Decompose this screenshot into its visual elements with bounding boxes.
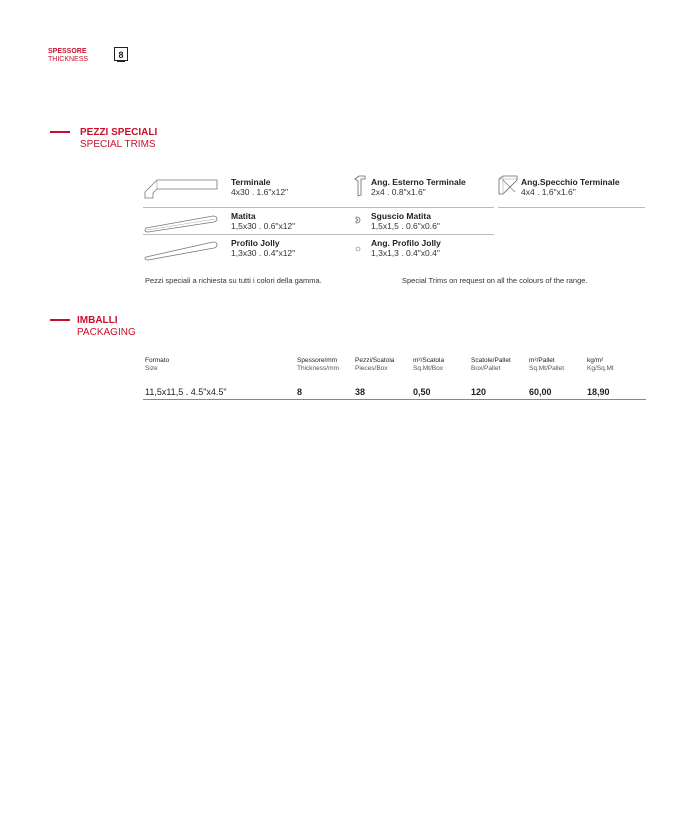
separator — [143, 207, 353, 208]
special-trims-note-en: Special Trims on request on all the colours of the range. — [402, 276, 588, 285]
thickness-label — [48, 48, 88, 64]
trim-name: Sguscio Matita — [371, 211, 431, 221]
special-trims-title — [80, 127, 157, 151]
col-header-en: Sq.Mt/Box — [413, 364, 443, 372]
col-header-size — [145, 357, 169, 372]
special-trims-accent-line — [50, 131, 70, 133]
cell-kg-sqmt: 18,90 — [587, 387, 610, 397]
trim-size: 1,3x1,3 . 0.4"x0.4" — [371, 248, 440, 258]
col-header-en: Thickness/mm — [297, 364, 339, 372]
table-bottom-rule — [143, 399, 646, 400]
col-header-en: Size — [145, 364, 158, 372]
col-header-kg-sqmt — [587, 357, 614, 372]
thickness-label-en: THICKNESS — [48, 56, 89, 63]
matita-icon — [143, 211, 219, 233]
packaging-accent-line — [50, 319, 70, 321]
trim-name: Ang.Specchio Terminale — [521, 177, 620, 187]
packaging-title-en: PACKAGING — [77, 327, 136, 338]
trim-size: 1,3x30 . 0.4"x12" — [231, 248, 296, 258]
cell-box-pallet: 120 — [471, 387, 487, 397]
trim-size: 4x4 . 1.6"x1.6" — [521, 187, 576, 197]
thickness-label-it: SPESSORE — [48, 48, 87, 55]
ang-profilo-jolly-icon — [355, 246, 361, 252]
trim-profilo-jolly — [231, 238, 295, 258]
cell-sqmt-box: 0,50 — [413, 387, 431, 397]
separator — [353, 207, 494, 208]
col-header-en: Kg/Sq.Mt — [587, 364, 614, 372]
special-trims-note-it: Pezzi speciali a richiesta su tutti i colori della gamma. — [145, 276, 322, 285]
cell-pieces: 38 — [355, 387, 366, 397]
separator — [353, 234, 494, 235]
col-header-en: Pieces/Box — [355, 364, 388, 372]
trim-ang-specchio-terminale — [521, 177, 620, 197]
packaging-title — [77, 315, 136, 339]
cell-thickness: 8 — [297, 387, 303, 397]
profilo-jolly-icon — [143, 236, 219, 262]
trim-size: 2x4 . 0.8"x1.6" — [371, 187, 426, 197]
trim-name: Profilo Jolly — [231, 238, 280, 248]
ang-esterno-terminale-icon — [353, 175, 367, 197]
trim-name: Ang. Profilo Jolly — [371, 238, 441, 248]
special-trims-title-it: PEZZI SPECIALI — [80, 127, 158, 138]
col-header-sqmt-pallet — [529, 357, 564, 372]
separator — [498, 207, 645, 208]
col-header-en: Box/Pallet — [471, 364, 501, 372]
trim-size: 4x30 . 1.6"x12" — [231, 187, 289, 197]
ang-specchio-terminale-icon — [498, 175, 518, 195]
trim-size: 1,5x1,5 . 0.6"x0.6" — [371, 221, 440, 231]
trim-name: Terminale — [231, 177, 271, 187]
col-header-en: Sq.Mt/Pallet — [529, 364, 565, 372]
col-header-it: m²/Pallet — [529, 357, 555, 364]
col-header-it: kg/m² — [587, 357, 604, 364]
trim-matita — [231, 211, 295, 231]
col-header-it: Pezzi/Scatola — [355, 357, 395, 364]
trim-name: Matita — [231, 211, 256, 221]
trim-sguscio-matita — [371, 211, 440, 231]
sguscio-matita-icon — [354, 216, 362, 224]
col-header-box-pallet — [471, 357, 511, 372]
trim-ang-profilo-jolly — [371, 238, 441, 258]
packaging-title-it: IMBALLI — [77, 315, 118, 326]
col-header-it: Spessore/mm — [297, 357, 338, 364]
col-header-pieces — [355, 357, 394, 372]
terminale-icon — [143, 172, 219, 202]
trim-size: 1,5x30 . 0.6"x12" — [231, 221, 296, 231]
cell-sqmt-pallet: 60,00 — [529, 387, 552, 397]
col-header-sqmt-box — [413, 357, 444, 372]
col-header-it: Scatole/Pallet — [471, 357, 511, 364]
trim-ang-esterno-terminale — [371, 177, 466, 197]
trim-name: Ang. Esterno Terminale — [371, 177, 466, 187]
cell-size: 11,5x11,5 . 4.5"x4.5" — [145, 387, 227, 397]
trim-terminale — [231, 177, 288, 197]
col-header-it: m²/Scatola — [413, 357, 445, 364]
thickness-badge: 8 — [114, 47, 128, 61]
col-header-it: Formato — [145, 357, 170, 364]
col-header-thickness — [297, 357, 339, 372]
special-trims-title-en: SPECIAL TRIMS — [80, 139, 156, 150]
separator — [143, 234, 353, 235]
